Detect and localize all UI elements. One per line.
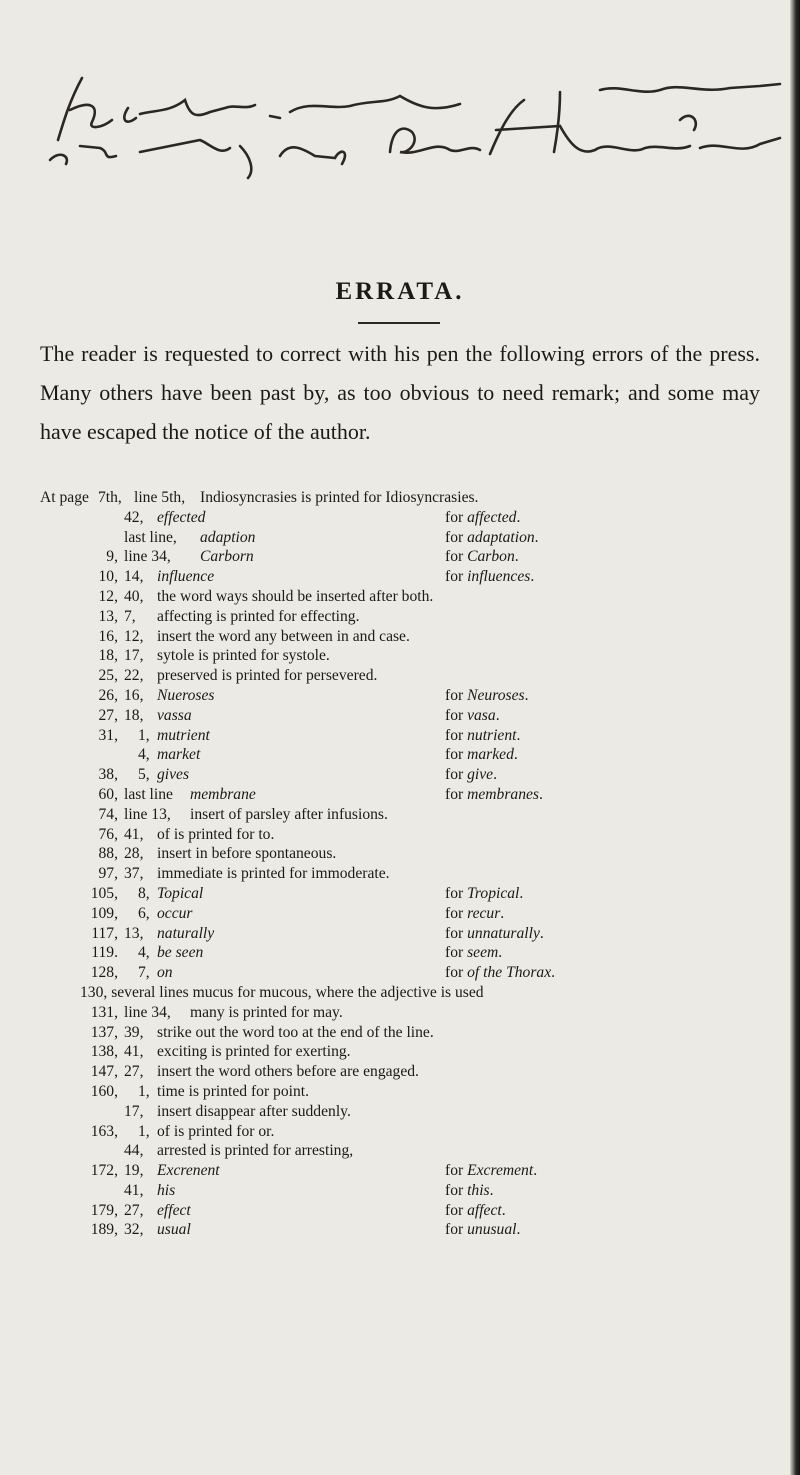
entry-description: Excrenent <box>157 1162 220 1180</box>
errata-row <box>40 508 760 528</box>
errata-row <box>40 1003 760 1023</box>
entry-page: 9, <box>106 548 118 566</box>
entry-page: 26, <box>98 686 118 704</box>
entry-line: line 34, <box>124 548 171 566</box>
entry-description: many is printed for may. <box>190 1003 343 1021</box>
entry-description: naturally <box>157 924 215 942</box>
entry-line: 13, <box>124 924 144 942</box>
entry-description: membrane <box>190 785 256 803</box>
errata-list <box>40 488 760 1240</box>
entry-description: Nueroses <box>157 686 215 704</box>
entry-line: line 34, <box>124 1003 171 1021</box>
entry-line: 27, <box>124 1063 144 1081</box>
errata-row <box>40 1161 760 1181</box>
entry-correction: for influences. <box>445 568 535 586</box>
errata-row <box>40 686 760 706</box>
entry-page: 38, <box>98 766 118 784</box>
entry-line: 1, <box>138 1122 150 1140</box>
entry-line: 14, <box>124 568 144 586</box>
entry-line: 27, <box>124 1201 144 1219</box>
entry-line: 4, <box>138 746 150 764</box>
entry-line: 22, <box>124 667 144 685</box>
errata-row <box>40 726 760 746</box>
errata-row <box>40 1220 760 1240</box>
entry-line: 8, <box>138 884 150 902</box>
entry-description: the word ways should be inserted after both. <box>157 587 434 605</box>
errata-row <box>40 963 760 983</box>
entry-line: 7, <box>124 607 136 625</box>
entry-page: 13, <box>98 607 118 625</box>
entry-page: 179, <box>90 1201 118 1219</box>
entry-description: insert of parsley after infusions. <box>190 805 388 823</box>
errata-row <box>40 706 760 726</box>
entry-description: usual <box>157 1221 191 1239</box>
entry-full-line: 130, several lines mucus for mucous, where the adjective is used <box>80 983 484 1001</box>
errata-row <box>40 1201 760 1221</box>
errata-row <box>40 983 760 1003</box>
entry-line: line 5th, <box>134 489 186 506</box>
entry-correction: for membranes. <box>445 785 543 803</box>
entry-correction: for adaptation. <box>445 528 539 546</box>
entry-correction: for nutrient. <box>445 726 521 744</box>
entry-line: 28, <box>124 845 144 863</box>
errata-row <box>40 924 760 944</box>
entry-description: effected <box>157 508 206 526</box>
entry-line: 17, <box>124 647 144 665</box>
errata-row <box>40 825 760 845</box>
entry-page: 25, <box>98 667 118 685</box>
entry-correction: for of the Thorax. <box>445 964 556 982</box>
entry-description: Carborn <box>200 548 254 566</box>
errata-row <box>40 627 760 647</box>
errata-row <box>40 1181 760 1201</box>
entry-line: line 13, <box>124 805 171 823</box>
entry-description: sytole is printed for systole. <box>157 647 330 665</box>
errata-row <box>40 1082 760 1102</box>
entry-page: 117, <box>91 924 118 942</box>
errata-row <box>40 1062 760 1082</box>
errata-row <box>40 607 760 627</box>
page-title: ERRATA. <box>335 278 465 305</box>
entry-page: 31, <box>98 726 118 744</box>
entry-correction: for marked. <box>445 746 518 764</box>
errata-row <box>40 646 760 666</box>
entry-description: vassa <box>157 706 192 724</box>
entry-correction: for affected. <box>445 508 521 526</box>
entry-page: 18, <box>98 647 118 665</box>
entry-description: exciting is printed for exerting. <box>157 1043 351 1061</box>
entry-line: 1, <box>138 726 150 744</box>
entry-description: gives <box>157 766 190 784</box>
errata-row <box>40 1042 760 1062</box>
entry-line: 16, <box>124 686 144 704</box>
handwritten-signature <box>40 60 790 180</box>
errata-row <box>40 904 760 924</box>
entry-page: 88, <box>98 845 118 863</box>
errata-row <box>40 884 760 904</box>
errata-row <box>40 666 760 686</box>
entry-line: 1, <box>138 1082 150 1100</box>
entry-line: 6, <box>138 904 150 922</box>
entry-description: insert the word others before are engaged. <box>157 1063 419 1081</box>
entry-correction: for affect. <box>445 1201 506 1219</box>
entry-page: 12, <box>98 587 118 605</box>
entry-page: 147, <box>90 1063 118 1081</box>
errata-row <box>40 1023 760 1043</box>
errata-row <box>40 1141 760 1161</box>
errata-row <box>40 587 760 607</box>
entry-page: 138, <box>90 1043 118 1061</box>
entry-description: preserved is printed for persevered. <box>157 667 378 685</box>
entry-line: 12, <box>124 627 144 645</box>
entry-correction: for unusual. <box>445 1221 521 1239</box>
entry-correction: for Tropical. <box>445 884 524 902</box>
entry-description: influence <box>157 568 215 586</box>
entry-line: last line, <box>124 528 177 546</box>
errata-row <box>40 547 760 567</box>
entry-description: insert the word any between in and case. <box>157 627 410 645</box>
entry-line: 44, <box>124 1142 144 1160</box>
entry-correction: for Neuroses. <box>445 686 529 704</box>
title-rule <box>358 322 440 324</box>
intro-paragraph: The reader is requested to correct with his pen the following errors of the press. Many others have been past by, as too obvious to need remark; and some may have escaped the notice of the author. <box>40 341 760 444</box>
errata-row <box>40 567 760 587</box>
entry-line: 18, <box>124 706 144 724</box>
entry-line: last line <box>124 785 173 803</box>
errata-row <box>40 805 760 825</box>
entry-description: effect <box>157 1201 191 1219</box>
entry-page: 105, <box>90 884 118 902</box>
entry-page: 16, <box>98 627 118 645</box>
entry-line: 17, <box>124 1102 144 1120</box>
entry-line: 4, <box>138 944 150 962</box>
entry-description: strike out the word too at the end of the line. <box>157 1023 434 1041</box>
entry-page: 76, <box>98 825 118 843</box>
entry-description: of is printed for to. <box>157 825 275 843</box>
entry-page: 163, <box>90 1122 118 1140</box>
entry-line: 41, <box>124 825 144 843</box>
entry-correction: for this. <box>445 1181 494 1199</box>
entry-correction: for unnaturally. <box>445 924 544 942</box>
errata-row <box>40 943 760 963</box>
entry-page: 160, <box>90 1082 118 1100</box>
entry-correction: for Excrement. <box>445 1162 538 1180</box>
entry-line: 19, <box>124 1162 144 1180</box>
entry-page: 131, <box>90 1003 118 1021</box>
entry-description: on <box>157 964 173 982</box>
entry-page: 172, <box>90 1162 118 1180</box>
entry-line: 41, <box>124 1043 144 1061</box>
entry-page: 119. <box>91 944 118 962</box>
entry-correction: for Carbon. <box>445 548 519 566</box>
entry-page: 27, <box>98 706 118 724</box>
errata-row <box>40 745 760 765</box>
errata-row <box>40 1102 760 1122</box>
entry-line: 40, <box>124 587 144 605</box>
entry-description: immediate is printed for immoderate. <box>157 865 390 883</box>
entry-line: 5, <box>138 766 150 784</box>
entry-line: 32, <box>124 1221 144 1239</box>
entry-line: 41, <box>124 1181 144 1199</box>
entry-description: Indiosyncrasies is printed for Idiosyncrasies. <box>200 489 479 506</box>
entry-description: market <box>157 746 201 764</box>
page-edge <box>790 0 800 1475</box>
entry-page: 10, <box>98 568 118 586</box>
entry-correction: for seem. <box>445 944 503 962</box>
entry-description: be seen <box>157 944 204 962</box>
errata-row <box>40 844 760 864</box>
entry-line: 42, <box>124 508 144 526</box>
entry-line: 39, <box>124 1023 144 1041</box>
entry-prefix: At page <box>40 489 89 506</box>
entry-line: 7, <box>138 964 150 982</box>
errata-row <box>40 785 760 805</box>
entry-correction: for give. <box>445 766 497 784</box>
errata-row <box>40 1122 760 1142</box>
entry-page: 137, <box>90 1023 118 1041</box>
entry-description: time is printed for point. <box>157 1082 310 1100</box>
entry-page: 189, <box>90 1221 118 1239</box>
entry-page: 60, <box>98 785 118 803</box>
entry-page: 74, <box>98 805 118 823</box>
entry-description: adaption <box>200 528 256 546</box>
entry-description: his <box>157 1181 176 1199</box>
errata-row <box>40 488 760 508</box>
entry-correction: for recur. <box>445 904 505 922</box>
errata-row <box>40 864 760 884</box>
entry-description: arrested is printed for arresting, <box>157 1142 354 1160</box>
entry-description: mutrient <box>157 726 210 744</box>
entry-description: occur <box>157 904 193 922</box>
entry-page: 97, <box>98 865 118 883</box>
entry-description: insert in before spontaneous. <box>157 845 337 863</box>
entry-page: 7th, <box>98 489 122 506</box>
entry-description: affecting is printed for effecting. <box>157 607 360 625</box>
errata-row <box>40 528 760 548</box>
entry-description: Topical <box>157 884 204 902</box>
entry-page: 128, <box>90 964 118 982</box>
entry-description: insert disappear after suddenly. <box>157 1102 351 1120</box>
entry-description: of is printed for or. <box>157 1122 275 1140</box>
entry-line: 37, <box>124 865 144 883</box>
entry-correction: for vasa. <box>445 706 500 724</box>
entry-page: 109, <box>90 904 118 922</box>
errata-row <box>40 765 760 785</box>
